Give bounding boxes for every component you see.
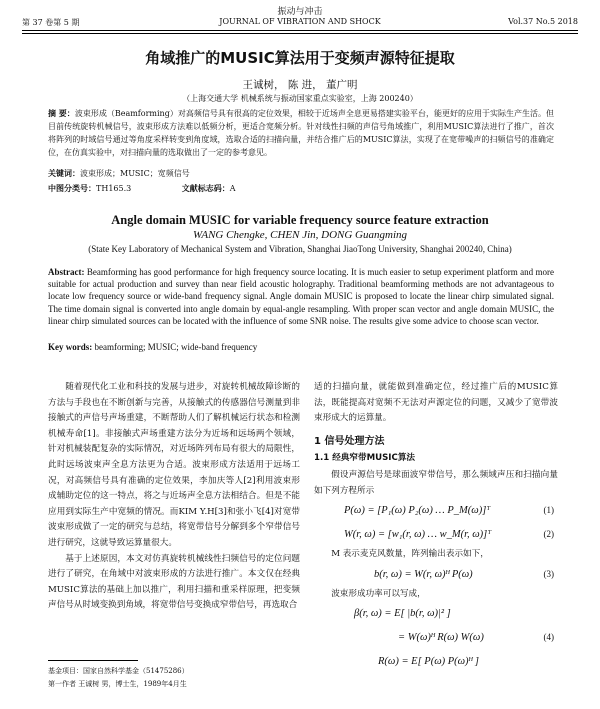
body-paragraph: 适的扫描向量，就能做到准确定位，经过推广后的MUSIC算法，既能提高对宽频不无法对声源定位的问题，又减少了宽带波束形成大的运算量。 — [314, 382, 558, 424]
footnote-author: 第一作者 王诚树 男，博士生，1989年4月生 — [48, 680, 187, 688]
equation-3 — [314, 563, 558, 587]
footnote-rule — [48, 660, 138, 661]
body-paragraph: 随着现代化工业和科技的发展与进步，对旋转机械故障诊断的方法与手段也在不断创新与完善，从接触式的传感器信号测量到非接触式的声信号声场重建，不断帮助人们了解机械运行状态和检测机械寿命[1]。非接触式声场重建方法分为近场和远场两个领域，针对机械装配复杂的实际情况，对近场阵列布局有很大的局限性，此时远场波束声全息方法更为合适。波束形成方法适用于远场工况，对高频信号具有准确的定位效果，李加庆等人[2]利用波束形成辅助定位的这一特点，将之与近场声全息方法相结合。但是不能应用到实际生产中宽频的情况。而KIM Y.H[3]和张小飞[4]对宽带波束形成做了一定的研究与总结，将宽带信号分解到多个窄带信号进行研究，这就导致运算量很大。 — [48, 382, 300, 548]
equation-formula: β(r, ω) = E[ |b(r, ω)|² ] — [354, 608, 451, 620]
en-keywords-label: Key words: — [48, 342, 93, 352]
cn-classification — [48, 183, 554, 194]
equation-1 — [314, 499, 558, 523]
en-keywords-text: beamforming; MUSIC; wide-band frequency — [94, 342, 258, 352]
equation-number: (3) — [543, 568, 554, 579]
cn-doc-value: A — [229, 184, 236, 193]
equation-number: (4) — [543, 632, 554, 643]
en-abstract-text: Beamforming has good performance for high frequency source locating. It is much easier to setup experiment platform and more suitable for actual production and survey than near field acoustic holography. Traditional beamforming methods are not advantageous to locate low frequency source or wide-band frequency signal. Angle domain MUSIC is proposed to locate the linear chirp simulated signal. The time domain signal is converted into angle domain by equal-angle resampling. With proper scan vector and angle domain MUSIC, the linear chirp simulated sources can be located with the influence of some SNR noise. The results give some advice to choose scan vector. — [48, 267, 554, 326]
cn-keywords — [48, 168, 554, 179]
body-paragraph: M 表示麦克风数量，阵列输出表示如下， — [331, 549, 489, 560]
en-keywords — [48, 342, 554, 352]
en-abstract-label: Abstract: — [48, 267, 85, 277]
en-affiliation: (State Key Laboratory of Mechanical System and Vibration, Shanghai JiaoTong University, Shanghai 200240, China) — [88, 244, 512, 254]
equation-4a — [314, 602, 558, 626]
cn-doc-label: 文献标志码： — [181, 184, 230, 193]
cn-authors: 王诚树， 陈 进， 董广明 — [242, 79, 358, 91]
equation-number: (1) — [543, 505, 554, 516]
equation-formula: b(r, ω) = W(r, ω)ᴴ P(ω) — [374, 568, 473, 580]
header-rule — [22, 30, 578, 31]
cn-class-label: 中图分类号： — [48, 184, 96, 193]
en-abstract — [48, 266, 554, 327]
equation-formula: W(r, ω) = [w₁(r, ω) … w_M(r, ω)]ᵀ — [344, 529, 492, 541]
cn-abstract-label: 摘 要： — [48, 109, 75, 118]
cn-class-value: TH165.3 — [96, 184, 132, 193]
cn-keywords-label: 关键词： — [48, 169, 80, 178]
cn-affiliation: （上海交通大学 机械系统与振动国家重点实验室，上海 200240） — [182, 94, 418, 103]
header-rule-thin — [22, 33, 578, 34]
cn-keywords-text: 波束形成；MUSIC；宽频信号 — [80, 169, 190, 178]
equation-2 — [314, 523, 558, 547]
cn-abstract-text: 波束形成（Beamforming）对高频信号具有很高的定位效果，相较于近场声全息更易搭建实验平台，能更好的应用于实际生产生活。但目前传统旋转机械信号，波束形成方法难以低频分析，更适合宽频分析。针对线性扫频的声信号角域推广，利用MUSIC算法进行了推广，首次将阵列的时域信号通过等角度采样转变到角度域，选取合适的扫描向量，并结合推广后的MUSIC算法，实现了在宽带噪声的扫频信号的准确定位，在仿真实验中，对扫描向量的选取做出了一定的参考意见。 — [48, 109, 554, 157]
equation-4b — [314, 626, 558, 650]
section-heading: 1 信号处理方法 — [314, 435, 385, 447]
en-authors: WANG Chengke, CHEN Jin, DONG Guangming — [192, 229, 408, 241]
volume-en: Vol.37 No.5 2018 — [508, 17, 578, 26]
body-paragraph: 波束形成功率可以写成， — [331, 588, 426, 599]
body-right-column — [314, 380, 558, 674]
equation-number: (2) — [543, 529, 554, 540]
en-title: Angle domain MUSIC for variable frequency source feature extraction — [111, 213, 489, 227]
cn-abstract — [48, 107, 554, 159]
journal-name-en: JOURNAL OF VIBRATION AND SHOCK — [219, 17, 381, 26]
journal-top-title: 振动与冲击 — [277, 7, 323, 17]
cn-title: 角域推广的MUSIC算法用于变频声源特征提取 — [145, 49, 455, 67]
equation-formula: R(ω) = E[ P(ω) P(ω)ᴴ ] — [378, 656, 480, 668]
equation-5 — [314, 650, 558, 674]
equation-formula: P(ω) = [P₁(ω) P₂(ω) … P_M(ω)]ᵀ — [344, 505, 491, 517]
body-paragraph: 假设声源信号是球面波窄带信号，那么频域声压和扫描向量如下列方程所示 — [314, 469, 558, 496]
body-paragraph: 基于上述原因，本文对仿真旋转机械线性扫频信号的定位问题进行了研究，在角域中对波束形成的方法进行推广。本文仅在经典MUSIC算法的基础上加以推广，利用扫描和重采样原理，把变频声信号从时域变换到角域，将宽带信号变换成窄带信号，再选取合 — [48, 553, 300, 611]
volume-cn: 第 37 卷第 5 期 — [22, 18, 80, 27]
equation-formula: = W(ω)ᴴ R(ω) W(ω) — [398, 632, 484, 644]
footnote-fund: 基金项目：国家自然科学基金（51475286） — [48, 667, 189, 675]
subsection-heading: 1.1 经典窄带MUSIC算法 — [314, 453, 416, 464]
body-left-column — [48, 380, 300, 614]
